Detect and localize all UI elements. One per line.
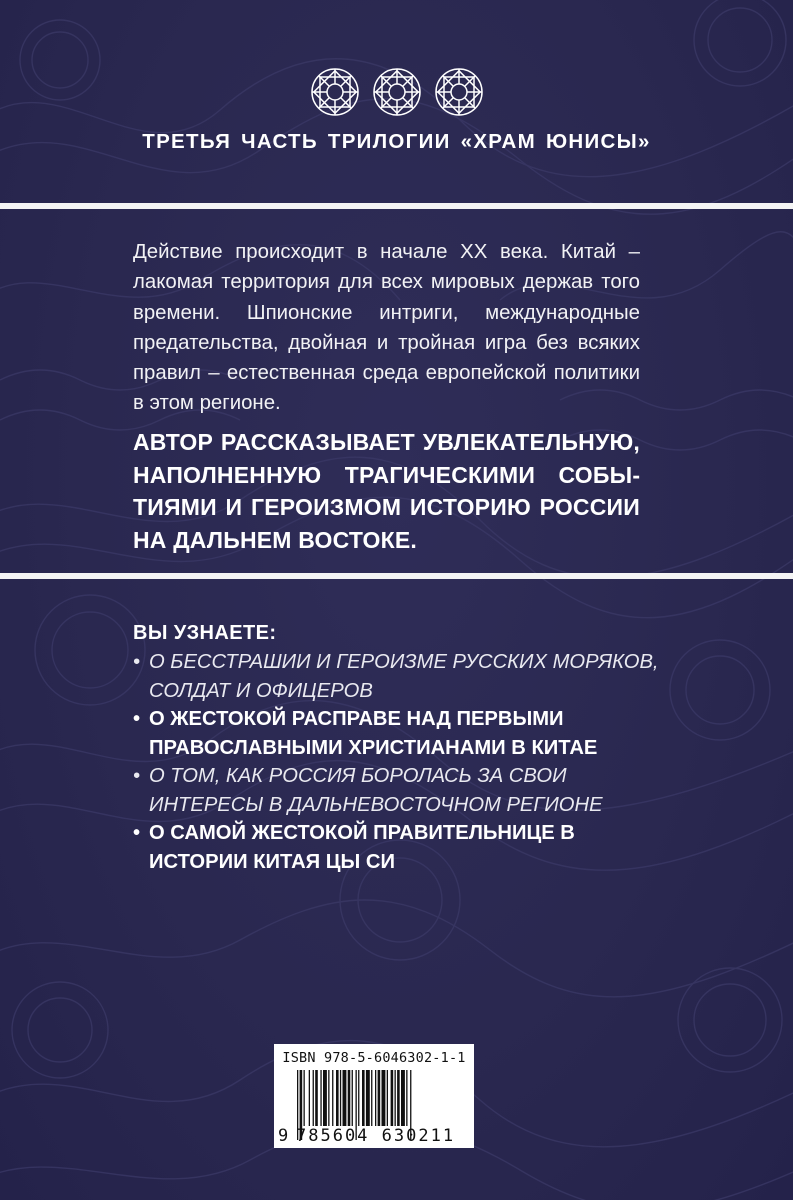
list-item <box>133 819 663 876</box>
bullet-dot: • <box>133 708 141 730</box>
octagram-rosette-icon <box>371 66 423 118</box>
series-title: ТРЕТЬЯ ЧАСТЬ ТРИЛОГИИ «ХРАМ ЮНИСЫ» <box>142 130 651 153</box>
isbn-label: ISBN 978-5-6046302-1-1 <box>282 1050 466 1066</box>
octagram-rosette-icon <box>309 66 361 118</box>
list-item-text: О ЖЕСТОКОЙ РАСПРАВЕ НАД ПЕРВЫМИ ПРАВОСЛАВНЫМИ ХРИСТИАНАМИ В КИТАЕ <box>149 708 598 759</box>
ean-digits: 785604 630211 <box>296 1126 456 1146</box>
divider-middle <box>0 573 793 579</box>
description-paragraph: Действие происходит в начале XX века. Китай – лакомая территория для всех мировых держав того времени. Шпионские интриги, международные предательства, двойная и тройная игра без всяких правил – естественная среда европейской политики в этом регионе. <box>133 241 640 415</box>
isbn-barcode-block <box>274 1044 474 1148</box>
bullet-dot: • <box>133 651 141 673</box>
list-item <box>133 762 663 819</box>
list-item-text: О ТОМ, КАК РОССИЯ БОРОЛАСЬ ЗА СВОИ ИНТЕРЕСЫ В ДАЛЬНЕВОСТОЧНОМ РЕГИОНЕ <box>149 765 603 816</box>
list-item-text: О БЕССТРАШИИ И ГЕРОИЗМЕ РУССКИХ МОРЯКОВ, СОЛДАТ И ОФИЦЕРОВ <box>149 651 659 702</box>
list-item <box>133 648 663 705</box>
ornament-row <box>0 66 793 118</box>
list-item-text: О САМОЙ ЖЕСТОКОЙ ПРАВИТЕЛЬНИЦЕ В ИСТОРИИ КИТАЯ ЦЫ СИ <box>149 822 575 873</box>
learn-list <box>133 648 663 876</box>
description-emphasis: АВТОР РАССКАЗЫВАЕТ УВЛЕКАТЕЛЬНУЮ, НАПОЛНЕННУЮ ТРАГИЧЕСКИМИ СОБЫТИЯМИ И ГЕРОИЗМОМ ИСТОРИЮ РОССИИ НА ДАЛЬНЕМ ВОСТОКЕ. <box>133 429 640 553</box>
octagram-rosette-icon <box>433 66 485 118</box>
bullet-dot: • <box>133 765 141 787</box>
learn-heading: ВЫ УЗНАЕТЕ: <box>133 622 277 644</box>
ean-first-digit: 9 <box>278 1126 289 1146</box>
list-item <box>133 705 663 762</box>
divider-top <box>0 203 793 209</box>
bullet-dot: • <box>133 822 141 844</box>
